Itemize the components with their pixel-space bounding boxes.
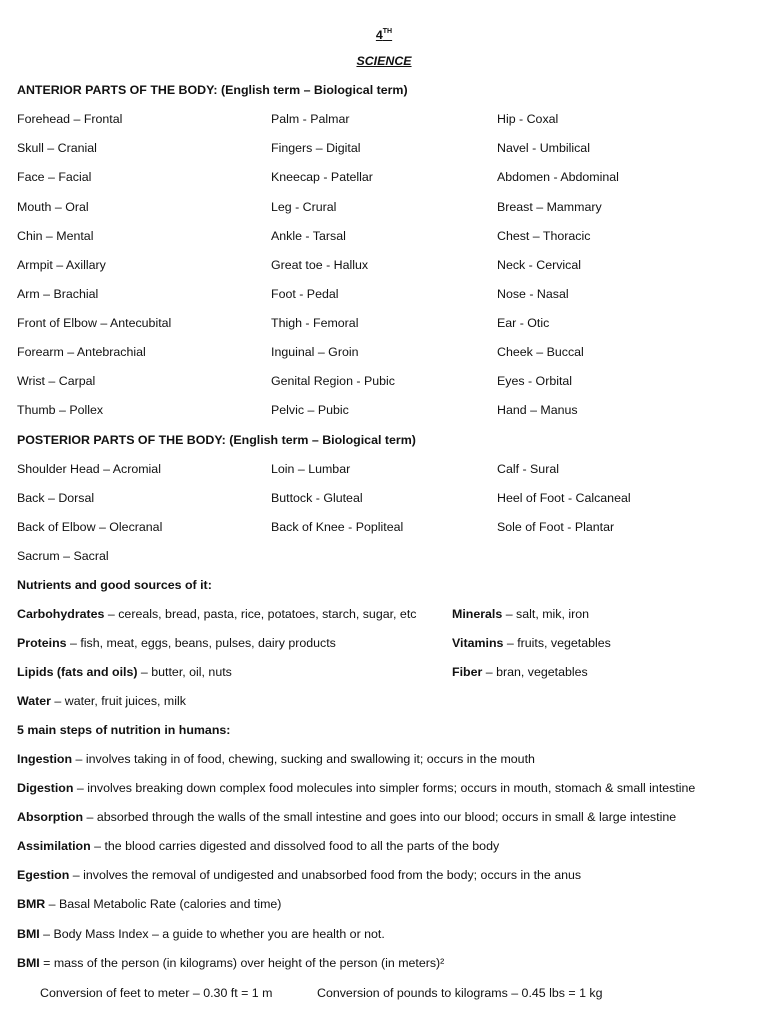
nutrient-term: Minerals xyxy=(452,607,503,621)
nutrient-item xyxy=(452,664,588,680)
anterior-term: Fingers – Digital xyxy=(271,141,361,155)
posterior-term: Back of Elbow – Olecranal xyxy=(17,520,163,534)
nutrient-sources: – water, fruit juices, milk xyxy=(50,694,186,708)
anterior-term: Navel - Umbilical xyxy=(497,141,590,155)
anterior-term: Hip - Coxal xyxy=(497,112,559,126)
step-term: Egestion xyxy=(17,868,70,882)
step-desc: – involves taking in of food, chewing, sucking and swallowing it; occurs in the mouth xyxy=(72,752,535,766)
nutrient-item xyxy=(452,635,611,651)
subject-title: SCIENCE xyxy=(356,54,412,68)
anterior-term: Chin – Mental xyxy=(17,229,94,243)
anterior-term: Arm – Brachial xyxy=(17,287,99,301)
anterior-term: Palm - Palmar xyxy=(271,112,350,126)
nutrient-item xyxy=(17,664,232,680)
anterior-term: Mouth – Oral xyxy=(17,200,89,214)
nutrient-term: Water xyxy=(17,694,51,708)
anterior-term: Inguinal – Groin xyxy=(271,345,359,359)
bmi-formula xyxy=(17,955,444,971)
step-desc: – involves the removal of undigested and unabsorbed food from the body; occurs in the anus xyxy=(69,868,582,882)
anterior-term: Wrist – Carpal xyxy=(17,374,96,388)
anterior-term: Pelvic – Pubic xyxy=(271,403,349,417)
anterior-term: Ear - Otic xyxy=(497,316,550,330)
anterior-term: Armpit – Axillary xyxy=(17,258,106,272)
step-desc: – the blood carries digested and dissolved food to all the parts of the body xyxy=(90,839,500,853)
nutrient-term: Carbohydrates xyxy=(17,607,105,621)
anterior-term: Cheek – Buccal xyxy=(497,345,584,359)
anterior-term: Breast – Mammary xyxy=(497,200,602,214)
nutrient-item xyxy=(17,693,186,709)
step-term: Ingestion xyxy=(17,752,73,766)
anterior-term: Kneecap - Patellar xyxy=(271,170,373,184)
nutrition-step xyxy=(17,838,499,854)
posterior-term: Back of Knee - Popliteal xyxy=(271,520,404,534)
anterior-term: Front of Elbow – Antecubital xyxy=(17,316,172,330)
bmr-desc: – Basal Metabolic Rate (calories and time) xyxy=(45,897,282,911)
anterior-term: Genital Region - Pubic xyxy=(271,374,395,388)
bmr-definition xyxy=(17,896,281,912)
nutrition-step xyxy=(17,867,581,883)
posterior-term: Back – Dorsal xyxy=(17,491,95,505)
anterior-term: Thumb – Pollex xyxy=(17,403,104,417)
conversion-feet-meter: Conversion of feet to meter – 0.30 ft = 1 m xyxy=(40,986,273,1000)
nutrient-sources: – cereals, bread, pasta, rice, potatoes, starch, sugar, etc xyxy=(104,607,417,621)
posterior-term: Buttock - Gluteal xyxy=(271,491,363,505)
anterior-term: Face – Facial xyxy=(17,170,92,184)
grade-number: 4 xyxy=(375,28,383,42)
bmi-definition xyxy=(17,926,385,942)
anterior-term: Skull – Cranial xyxy=(17,141,97,155)
nutrition-step xyxy=(17,809,676,825)
nutrient-term: Proteins xyxy=(17,636,67,650)
nutrient-term: Lipids (fats and oils) xyxy=(17,665,138,679)
nutrient-term: Fiber xyxy=(452,665,483,679)
conversion-pounds-kilograms: Conversion of pounds to kilograms – 0.45 lbs = 1 kg xyxy=(317,986,603,1000)
anterior-term: Abdomen - Abdominal xyxy=(497,170,619,184)
grade-suffix: TH xyxy=(382,28,393,35)
nutrient-sources: – fish, meat, eggs, beans, pulses, dairy products xyxy=(66,636,336,650)
posterior-heading: POSTERIOR PARTS OF THE BODY: (English term – Biological term) xyxy=(17,433,416,447)
anterior-term: Thigh - Femoral xyxy=(271,316,359,330)
anterior-term: Foot - Pedal xyxy=(271,287,339,301)
nutrient-sources: – fruits, vegetables xyxy=(503,636,611,650)
nutrient-sources: – butter, oil, nuts xyxy=(137,665,232,679)
anterior-term: Nose - Nasal xyxy=(497,287,569,301)
posterior-term: Loin – Lumbar xyxy=(271,462,351,476)
posterior-term: Calf - Sural xyxy=(497,462,559,476)
anterior-term: Chest – Thoracic xyxy=(497,229,591,243)
step-desc: – absorbed through the walls of the small intestine and goes into our blood; occurs in small & large intestine xyxy=(83,810,677,824)
posterior-term: Heel of Foot - Calcaneal xyxy=(497,491,631,505)
anterior-term: Leg - Crural xyxy=(271,200,337,214)
step-term: Absorption xyxy=(17,810,84,824)
grade-heading xyxy=(0,24,768,43)
nutrient-sources: – bran, vegetables xyxy=(482,665,588,679)
nutrition-heading: 5 main steps of nutrition in humans: xyxy=(17,723,231,737)
anterior-heading: ANTERIOR PARTS OF THE BODY: (English term – Biological term) xyxy=(17,83,408,97)
nutrient-item xyxy=(452,606,589,622)
nutrient-term: Vitamins xyxy=(452,636,504,650)
nutrient-item xyxy=(17,635,336,651)
posterior-term: Sacrum – Sacral xyxy=(17,549,109,563)
bmi-desc: – Body Mass Index – a guide to whether you are health or not. xyxy=(39,927,385,941)
bmi-term: BMI xyxy=(17,927,40,941)
anterior-term: Hand – Manus xyxy=(497,403,578,417)
step-term: Digestion xyxy=(17,781,74,795)
bmi-formula-term: BMI xyxy=(17,956,40,970)
anterior-term: Eyes - Orbital xyxy=(497,374,573,388)
anterior-term: Neck - Cervical xyxy=(497,258,581,272)
anterior-term: Forearm – Antebrachial xyxy=(17,345,146,359)
nutrition-step xyxy=(17,751,535,767)
nutrient-item xyxy=(17,606,416,622)
bmr-term: BMR xyxy=(17,897,46,911)
step-term: Assimilation xyxy=(17,839,91,853)
nutrition-step xyxy=(17,780,695,796)
anterior-term: Forehead – Frontal xyxy=(17,112,123,126)
nutrients-heading: Nutrients and good sources of it: xyxy=(17,578,212,592)
bmi-formula-desc: = mass of the person (in kilograms) over height of the person (in meters)² xyxy=(39,956,445,970)
posterior-term: Shoulder Head – Acromial xyxy=(17,462,161,476)
posterior-term: Sole of Foot - Plantar xyxy=(497,520,615,534)
anterior-term: Great toe - Hallux xyxy=(271,258,369,272)
nutrient-sources: – salt, mik, iron xyxy=(502,607,590,621)
anterior-term: Ankle - Tarsal xyxy=(271,229,346,243)
step-desc: – involves breaking down complex food molecules into simpler forms; occurs in mouth, stomach & small intestine xyxy=(73,781,696,795)
